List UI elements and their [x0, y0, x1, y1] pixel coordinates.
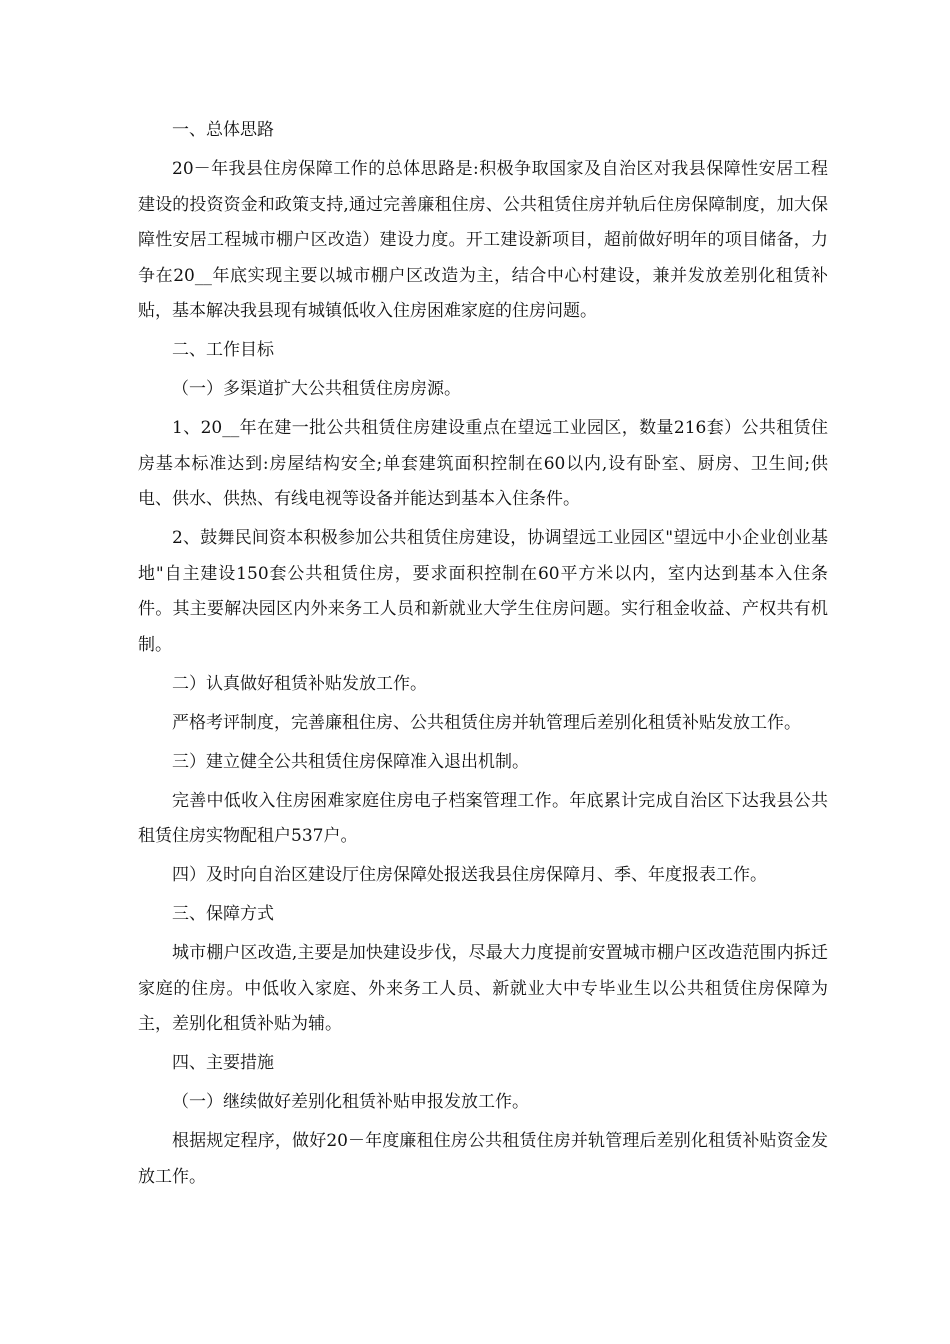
paragraph-entry-exit: 完善中低收入住房困难家庭住房电子档案管理工作。年底累计完成自治区下达我县公共租赁住房实物配租户537户。 [138, 790, 828, 846]
heading-overall-approach: 一、总体思路 [172, 120, 274, 140]
subheading-subsidy-application: （一）继续做好差别化租赁补贴申报发放工作。 [172, 1092, 529, 1112]
heading-guarantee-methods: 三、保障方式 [172, 904, 274, 924]
heading-main-measures: 四、主要措施 [172, 1053, 274, 1073]
paragraph-overall-approach: 20－年我县住房保障工作的总体思路是:积极争取国家及自治区对我县保障性安居工程建设的投资资金和政策支持,通过完善廉租住房、公共租赁住房并轨后住房保障制度，加大保障性安居工程城市棚户区改造）建设力度。开工建设新项目，超前做好明年的项目储备，力争在20__年底实现主要以城市棚户区改造为主，结合中心村建设，兼并发放差别化租赁补贴，基本解决我县现有城镇低收入住房困难家庭的住房问题。 [138, 159, 828, 321]
paragraph-rental-subsidy: 严格考评制度，完善廉租住房、公共租赁住房并轨管理后差别化租赁补贴发放工作。 [172, 712, 801, 733]
subheading-entry-exit: 三）建立健全公共租赁住房保障准入退出机制。 [172, 751, 529, 772]
paragraph-item-2: 2、鼓舞民间资本积极参加公共租赁住房建设，协调望远工业园区"望远中小企业创业基地"自主建设150套公共租赁住房，要求面积控制在60平方米以内，室内达到基本入住条件。其主要解决园区内外来务工人员和新就业大学生住房问题。实行租金收益、产权共有机制。 [138, 528, 828, 655]
subheading-expand-housing: （一）多渠道扩大公共租赁住房房源。 [172, 379, 461, 399]
paragraph-item-1: 1、20__年在建一批公共租赁住房建设重点在望远工业园区，数量216套）公共租赁住房基本标准达到:房屋结构安全;单套建筑面积控制在60以内,设有卧室、厨房、卫生间;供电、供水、供热、有线电视等设备并能达到基本入住条件。 [138, 418, 828, 509]
subheading-reporting: 四）及时向自治区建设厅住房保障处报送我县住房保障月、季、年度报表工作。 [172, 865, 767, 885]
paragraph-subsidy-application: 根据规定程序，做好20－年度廉租住房公共租赁住房并轨管理后差别化租赁补贴资金发放工作。 [138, 1131, 828, 1187]
heading-work-goals: 二、工作目标 [172, 340, 274, 360]
document-body [138, 113, 828, 1199]
subheading-rental-subsidy: 二）认真做好租赁补贴发放工作。 [172, 673, 427, 694]
paragraph-guarantee-methods: 城市棚户区改造,主要是加快建设步伐，尽最大力度提前安置城市棚户区改造范围内拆迁家庭的住房。中低收入家庭、外来务工人员、新就业大中专毕业生以公共租赁住房保障为主，差别化租赁补贴为辅。 [138, 943, 828, 1034]
